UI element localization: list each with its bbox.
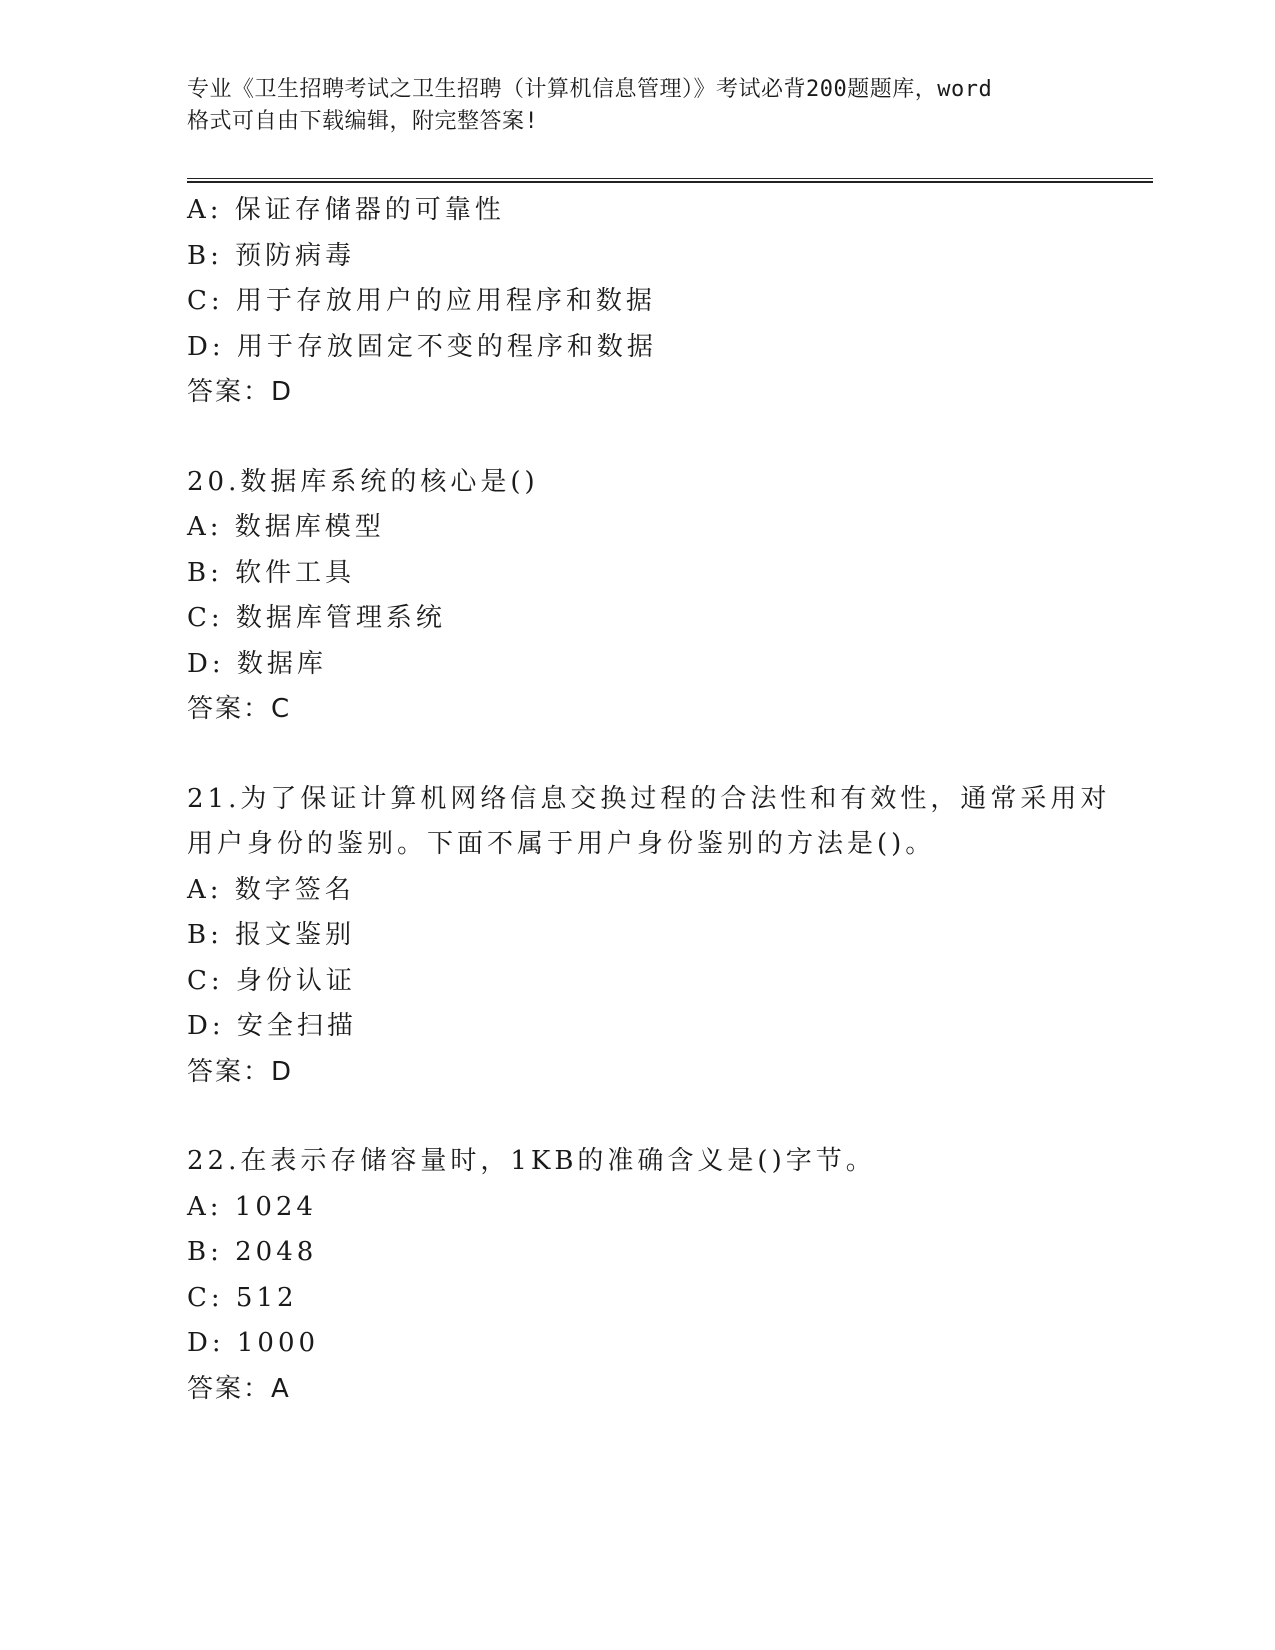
question-text: 21.为了保证计算机网络信息交换过程的合法性和有效性，通常采用对	[187, 783, 1111, 814]
option-a: A: 数据库模型	[187, 512, 385, 542]
option-b: B: 报文鉴别	[187, 920, 356, 950]
option-d: D: 数据库	[187, 648, 327, 679]
header-line-1: 专业《卫生招聘考试之卫生招聘（计算机信息管理）》考试必背200题题库，word	[187, 77, 993, 102]
option-c: C: 512	[187, 1282, 298, 1313]
option-a: A: 数字签名	[187, 874, 355, 905]
question-text: 20.数据库系统的核心是()	[187, 466, 539, 497]
option-d: D: 1000	[187, 1328, 320, 1358]
question-text-continued: 用户身份的鉴别。下面不属于用户身份鉴别的方法是()。	[187, 829, 936, 859]
question-list	[187, 188, 1147, 1412]
question-block	[187, 1139, 1147, 1412]
answer-line: 答案：D	[187, 377, 294, 407]
answer-line: 答案：C	[187, 694, 292, 724]
question-block	[187, 777, 1147, 1096]
question-block	[187, 188, 1147, 416]
header-line-2: 格式可自由下载编辑，附完整答案!	[187, 109, 539, 134]
header-divider	[187, 178, 1153, 183]
option-c: C: 用于存放用户的应用程序和数据	[187, 286, 656, 316]
option-c: C: 数据库管理系统	[187, 603, 446, 633]
option-c: C: 身份认证	[187, 965, 356, 996]
question-block	[187, 460, 1147, 733]
option-d: D: 安全扫描	[187, 1011, 357, 1041]
option-a: A: 保证存储器的可靠性	[187, 195, 505, 225]
option-a: A: 1024	[187, 1191, 317, 1222]
option-b: B: 软件工具	[187, 557, 356, 588]
option-b: B: 2048	[187, 1237, 318, 1267]
answer-line: 答案：A	[187, 1373, 291, 1404]
question-text: 22.在表示存储容量时，1KB的准确含义是()字节。	[187, 1146, 876, 1176]
option-d: D: 用于存放固定不变的程序和数据	[187, 331, 657, 362]
document-header	[187, 74, 1087, 138]
answer-line: 答案：D	[187, 1056, 294, 1087]
option-b: B: 预防病毒	[187, 240, 356, 271]
